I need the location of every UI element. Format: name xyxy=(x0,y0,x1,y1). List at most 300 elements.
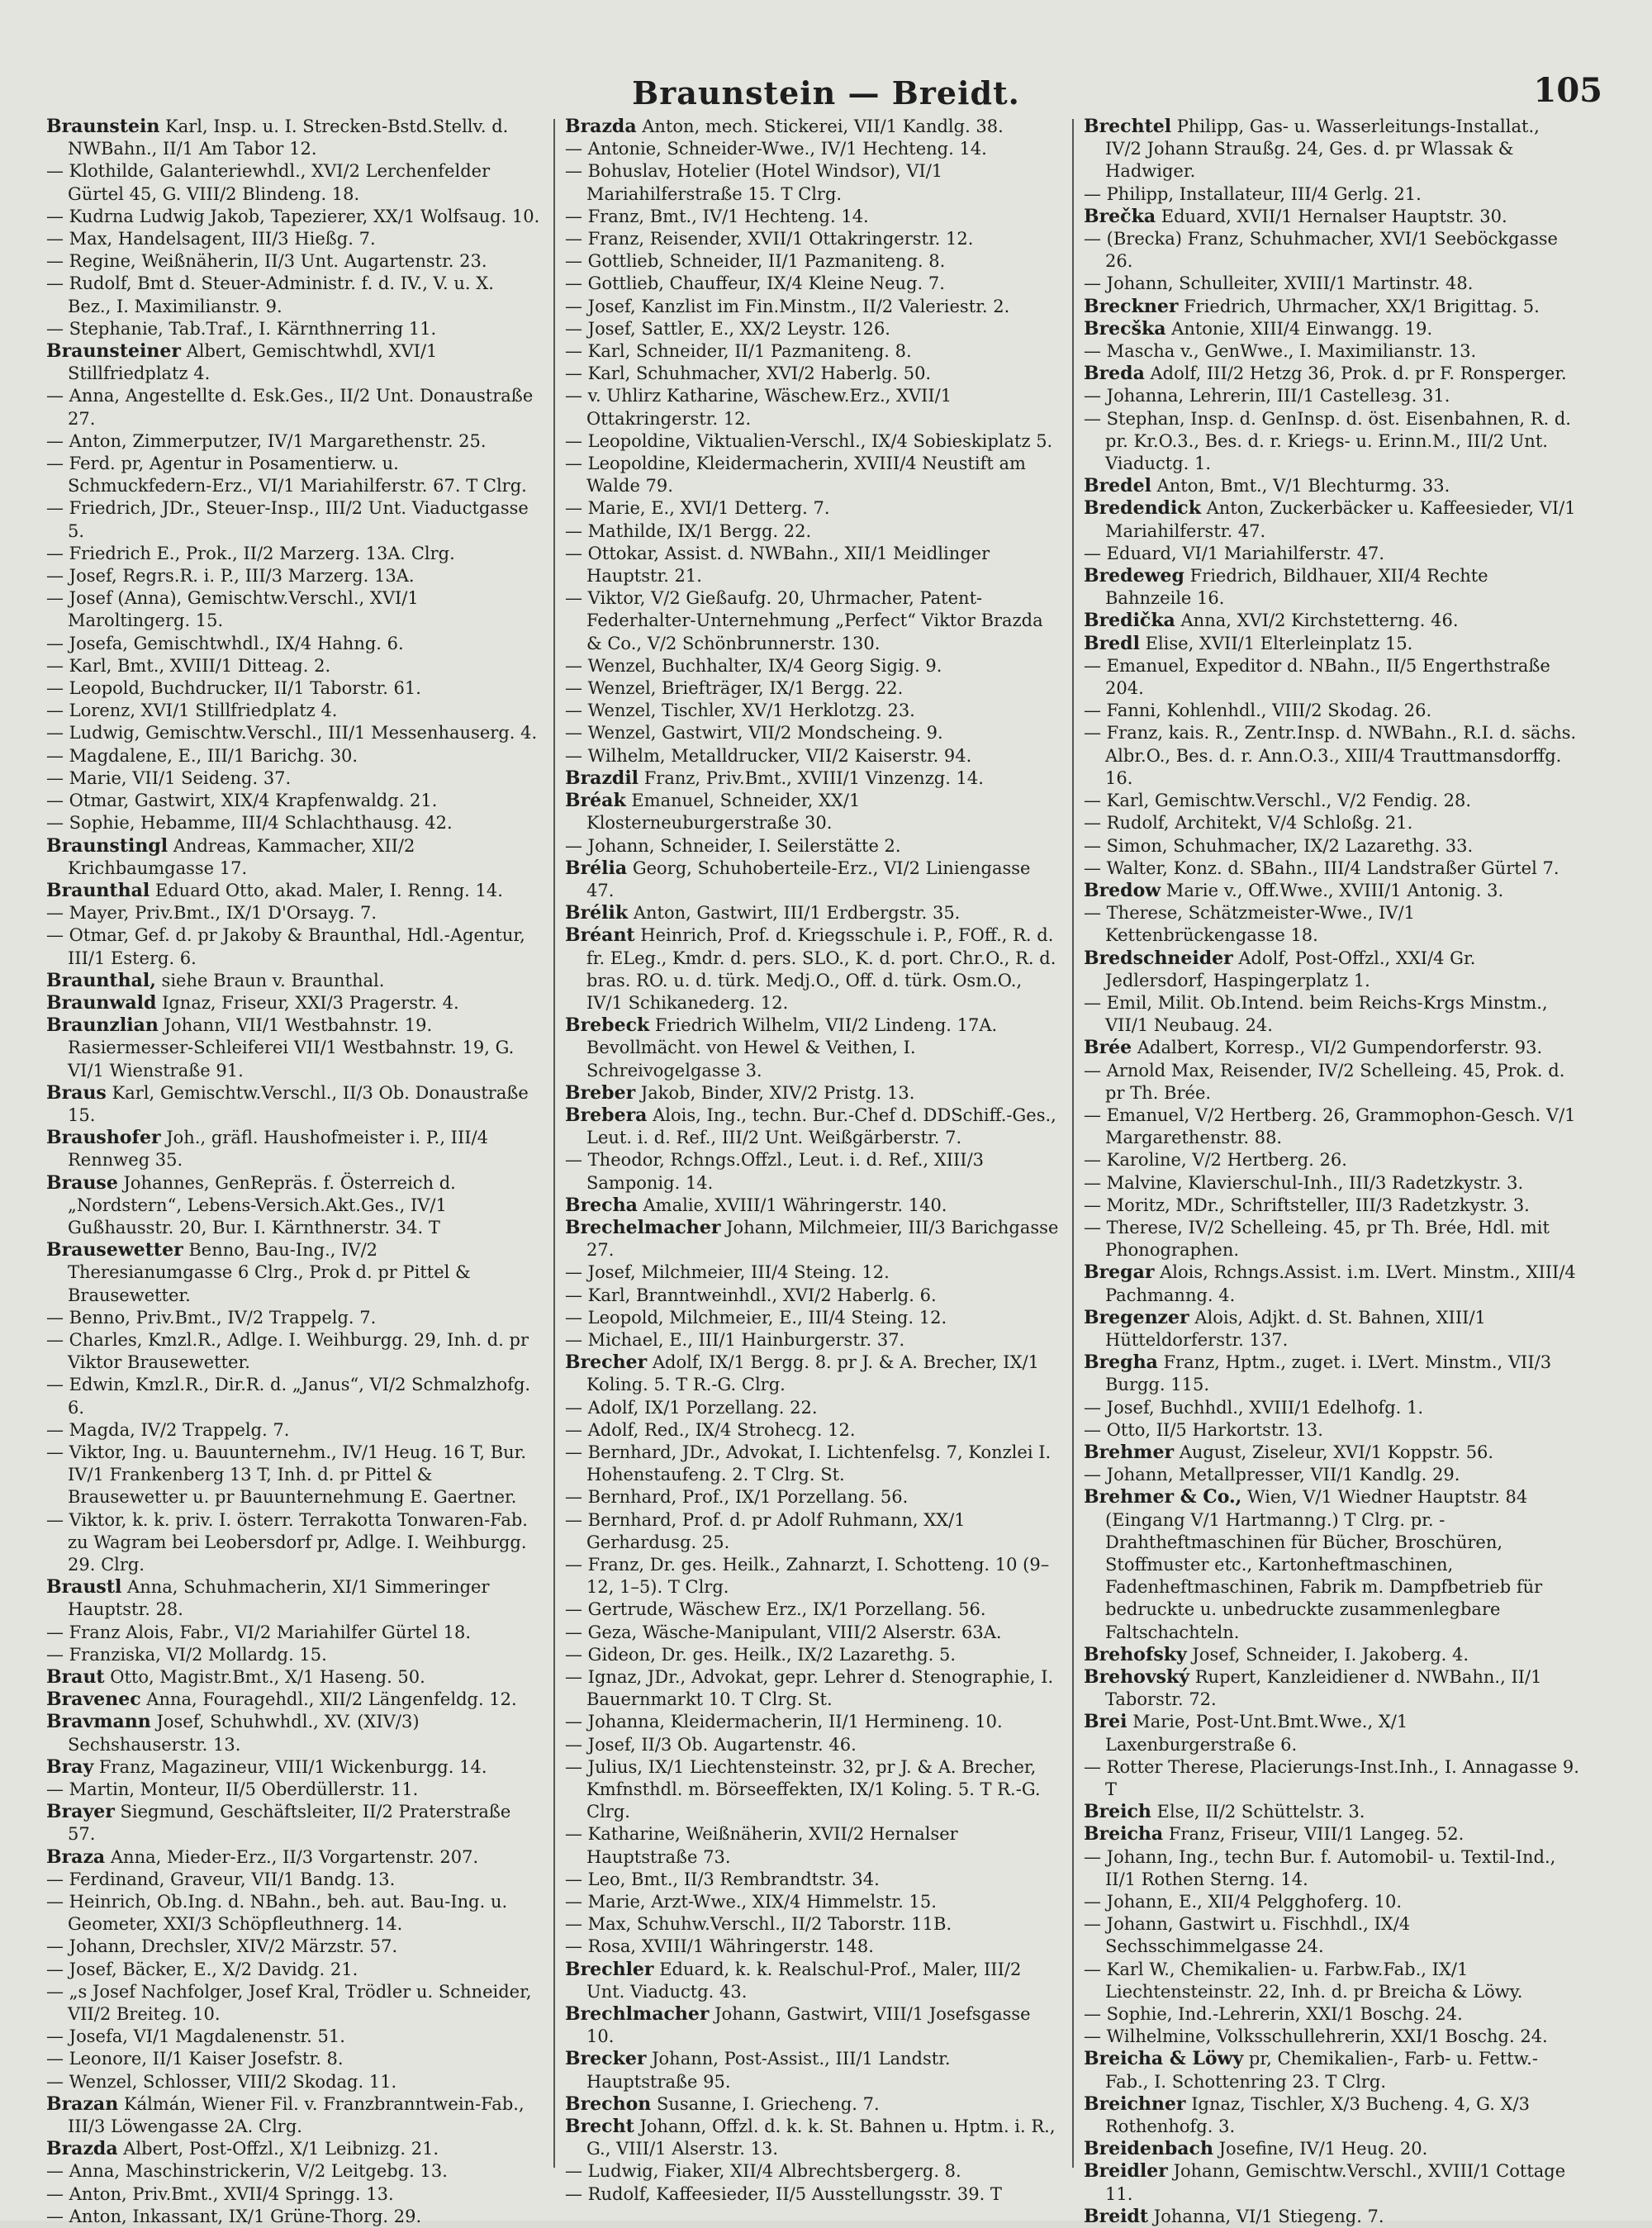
entry-details: Adolf, Post-Offzl., XXI/4 Gr. Jedlersdorf, Haspingerplatz 1. xyxy=(1105,948,1476,990)
directory-entry xyxy=(565,835,1061,857)
directory-entry xyxy=(46,385,542,430)
entry-surname: Braunstingl xyxy=(46,834,169,857)
entry-details: siehe Braun v. Braunthal. xyxy=(161,970,385,990)
directory-entry xyxy=(565,318,1061,340)
directory-entry xyxy=(1084,1397,1579,1419)
entry-details: — Walter, Konz. d. SBahn., III/4 Landstraßer Gürtel 7. xyxy=(1084,857,1559,878)
directory-entry xyxy=(46,790,542,812)
directory-entry xyxy=(1084,565,1579,610)
directory-entry xyxy=(1084,1666,1579,1711)
directory-entry xyxy=(1084,318,1579,340)
entry-details: — Johann, E., XII/4 Pelgghoferg. 10. xyxy=(1084,1892,1403,1912)
directory-entry xyxy=(46,722,542,744)
directory-entry xyxy=(46,1082,542,1127)
directory-entry xyxy=(565,722,1061,744)
directory-entry xyxy=(565,1869,1061,1891)
directory-entry xyxy=(565,767,1061,790)
directory-entry xyxy=(1084,2003,1579,2026)
directory-entry xyxy=(565,1644,1061,1666)
directory-entry xyxy=(46,2206,542,2228)
directory-entry xyxy=(1084,296,1579,318)
entry-surname: Brečka xyxy=(1084,205,1156,227)
directory-entry xyxy=(565,1307,1061,1329)
directory-entry xyxy=(565,2160,1061,2183)
directory-entry xyxy=(46,228,542,250)
directory-entry xyxy=(1084,2048,1579,2093)
entry-surname: Brazan xyxy=(46,2093,119,2115)
directory-entry xyxy=(565,2183,1061,2206)
entry-details: — Malvine, Klavierschul-Inh., III/3 Radetzkystr. 3. xyxy=(1084,1172,1524,1193)
directory-entry xyxy=(1084,1823,1579,1846)
entry-details: — Edwin, Kmzl.R., Dir.R. d. „Janus“, VI/2 Schmalzhofg. 6. xyxy=(46,1375,531,1418)
directory-entry xyxy=(1084,880,1579,902)
entry-details: — Johann, Metallpresser, VII/1 Kandlg. 29. xyxy=(1084,1465,1460,1485)
entry-details: — Rudolf, Bmt d. Steuer-Administr. f. d. IV., V. u. X. Bez., I. Maximilianstr. 9. xyxy=(46,273,494,316)
directory-entry xyxy=(46,655,542,677)
entry-details: — Viktor, Ing. u. Bauunternehm., IV/1 Heug. 16 T, Bur. IV/1 Frankenberg 13 T, Inh. d. pr Pittel & Brausewetter u. pr Bauunternehmung E. Gaertner. xyxy=(46,1442,527,1508)
entry-details: — Regine, Weißnäherin, II/3 Unt. Augartenstr. 23. xyxy=(46,251,487,272)
entry-details: — Marie, Arzt-Wwe., XIX/4 Himmelstr. 15. xyxy=(565,1892,937,1912)
entry-details: Ignaz, Friseur, XXI/3 Pragerstr. 4. xyxy=(162,992,459,1013)
entry-surname: Bredendick xyxy=(1084,497,1201,520)
directory-entry xyxy=(565,160,1061,205)
directory-entry xyxy=(1084,1442,1579,1464)
directory-entry xyxy=(565,655,1061,677)
directory-entry xyxy=(565,363,1061,385)
entry-details: — Eduard, VI/1 Mariahilferstr. 47. xyxy=(1084,543,1385,563)
entry-surname: Brazdil xyxy=(565,767,639,789)
directory-entry xyxy=(1084,1149,1579,1171)
entry-details: Josef, Schuhwhdl., XV. (XIV/3) Sechshauserstr. 13. xyxy=(68,1712,420,1755)
entry-details: Johann, Post-Assist., III/1 Landstr. Hauptstraße 95. xyxy=(586,2049,951,2092)
entry-details: — Anton, Priv.Bmt., XVII/4 Springg. 13. xyxy=(46,2183,394,2204)
entry-details: — Emil, Milit. Ob.Intend. beim Reichs-Krgs Minstm., VII/1 Neubaug. 24. xyxy=(1084,992,1548,1036)
directory-entry xyxy=(46,1442,542,1509)
directory-entry xyxy=(565,1509,1061,1554)
entry-details: Franz, Hptm., zuget. i. LVert. Minstm., VII/3 Burgg. 115. xyxy=(1105,1352,1552,1395)
entry-details: — Magdalene, E., III/1 Barichg. 30. xyxy=(46,745,358,766)
directory-entry xyxy=(46,2160,542,2183)
entry-details: — Friedrich, JDr., Steuer-Insp., III/2 Unt. Viaductgasse 5. xyxy=(46,498,529,541)
directory-entry xyxy=(1084,1172,1579,1195)
directory-entry xyxy=(565,1014,1061,1082)
entry-details: — Gertrude, Wäschew Erz., IX/1 Porzellang. 56. xyxy=(565,1599,986,1620)
entry-details: Albert, Post-Offzl., X/1 Leibnizg. 21. xyxy=(123,2139,439,2159)
directory-entry xyxy=(565,228,1061,250)
directory-entry xyxy=(565,497,1061,520)
directory-entry xyxy=(565,138,1061,160)
directory-entry xyxy=(565,1959,1061,2003)
directory-entry xyxy=(565,1329,1061,1352)
entry-surname: Brause xyxy=(46,1171,118,1194)
entry-details: — Johann, Drechsler, XIV/2 Märzstr. 57. xyxy=(46,1936,398,1957)
entry-details: — (Brecka) Franz, Schuhmacher, XVI/1 Seeböckgasse 26. xyxy=(1084,229,1558,272)
directory-entry xyxy=(46,2071,542,2093)
entry-surname: Brehmer xyxy=(1084,1441,1175,1463)
entry-details: Marie, Post-Unt.Bmt.Wwe., X/1 Laxenburgerstraße 6. xyxy=(1105,1712,1408,1755)
entry-details: Anna, Schuhmacherin, XI/1 Simmeringer Hauptstr. 28. xyxy=(68,1577,490,1620)
entry-details: — Ludwig, Fiaker, XII/4 Albrechtsbergerg. 8. xyxy=(565,2161,961,2182)
entry-details: Anna, Mieder-Erz., II/3 Vorgartenstr. 207. xyxy=(110,1846,479,1867)
entry-details: Jakob, Binder, XIV/2 Pristg. 13. xyxy=(640,1082,915,1103)
entry-details: pr, Chemikalien-, Farb- u. Fettw.-Fab., I. Schottenring 23. T Clrg. xyxy=(1105,2049,1538,2092)
entry-surname: Brebera xyxy=(565,1104,648,1126)
entry-details: — Stephan, Insp. d. GenInsp. d. öst. Eisenbahnen, R. d. pr. Kr.O.3., Bes. d. r. Kriegs- u. Erinn.M., III/2 Unt. Viaductg. 1. xyxy=(1084,408,1571,474)
entry-details: Johannes, GenRepräs. f. Österreich d. „Nordstern“, Lebens-Versich.Akt.Ges., IV/1 Gußhausstr. 20, Bur. I. Kärnthnerstr. 34. T xyxy=(68,1172,456,1238)
directory-entry xyxy=(565,1711,1061,1733)
entry-surname: Brecker xyxy=(565,2048,647,2070)
entry-details: — Karl, Schneider, II/1 Pazmaniteng. 8. xyxy=(565,341,912,362)
entry-surname: Brecher xyxy=(565,1352,648,1374)
entry-details: Josef, Schneider, I. Jakoberg. 4. xyxy=(1192,1644,1469,1665)
directory-entry xyxy=(565,1756,1061,1824)
directory-entry xyxy=(565,296,1061,318)
column-2 xyxy=(565,116,1061,2204)
directory-entry xyxy=(1084,992,1579,1037)
entry-surname: Braunwald xyxy=(46,991,157,1014)
entry-details: — Franz, Reisender, XVII/1 Ottakringerstr. 12. xyxy=(565,229,974,249)
entry-details: Susanne, I. Griecheng. 7. xyxy=(656,2093,880,2114)
page-number: 105 xyxy=(1533,71,1602,110)
entry-details: — Karoline, V/2 Hertberg. 26. xyxy=(1084,1150,1347,1171)
directory-entry xyxy=(565,543,1061,587)
directory-entry xyxy=(565,587,1061,655)
entry-details: — Mayer, Priv.Bmt., IX/1 D'Orsayg. 7. xyxy=(46,903,377,924)
entry-details: — Karl, Schuhmacher, XVI/2 Haberlg. 50. xyxy=(565,363,932,384)
entry-details: Georg, Schuhoberteile-Erz., VI/2 Liniengasse 47. xyxy=(586,857,1031,900)
directory-entry xyxy=(1084,1060,1579,1104)
entry-surname: Brechelmacher xyxy=(565,1216,721,1238)
entry-surname: Brélik xyxy=(565,902,629,924)
directory-entry xyxy=(46,835,542,880)
entry-details: — Arnold Max, Reisender, IV/2 Schelleing. 45, Prok. d. pr Th. Brée. xyxy=(1084,1060,1565,1103)
entry-surname: Breich xyxy=(1084,1801,1151,1823)
entry-surname: Breidler xyxy=(1084,2160,1168,2183)
directory-entry xyxy=(46,812,542,834)
entry-details: — Franz, Bmt., IV/1 Hechteng. 14. xyxy=(565,206,869,226)
directory-entry xyxy=(1084,812,1579,834)
entry-details: August, Ziseleur, XVI/1 Koppstr. 56. xyxy=(1179,1442,1494,1462)
directory-entry xyxy=(1084,722,1579,790)
entry-details: — Karl W., Chemikalien- u. Farbw.Fab., IX/1 Liechtensteinstr. 22, Inh. d. pr Breicha & Löwy. xyxy=(1084,1959,1523,2002)
directory-entry xyxy=(46,1622,542,1644)
directory-entry xyxy=(1084,1959,1579,2003)
entry-details: — Charles, Kmzl.R., Adlge. I. Weihburgg. 29, Inh. d. pr Viktor Brausewetter. xyxy=(46,1329,529,1373)
entry-details: Adalbert, Korresp., VI/2 Gumpendorferstr. 93. xyxy=(1137,1038,1543,1058)
entry-details: — Magda, IV/2 Trappelg. 7. xyxy=(46,1419,290,1440)
directory-entry xyxy=(46,1891,542,1936)
entry-details: Wien, V/1 Wiedner Hauptstr. 84 (Eingang V/1 Hartmanng.) T Clrg. pr. -Drahtheftmaschinen für Bücher, Broschüren, Stoffmuster etc., Kartonheftmaschinen, Fadenheftmaschinen, Fabrik m. Dampfbetrieb für bedruckte u. unbedruckte zusammenlegbare Faltschachteln. xyxy=(1105,1487,1543,1642)
directory-entry xyxy=(565,924,1061,1014)
entry-details: — Wenzel, Buchhalter, IX/4 Georg Sigig. 9. xyxy=(565,655,942,676)
entry-surname: Braus xyxy=(46,1081,107,1104)
directory-entry xyxy=(565,790,1061,834)
entry-details: — Leonore, II/1 Kaiser Josefstr. 8. xyxy=(46,2049,344,2069)
directory-entry xyxy=(1084,2206,1579,2228)
entry-details: — Leopold, Milchmeier, E., III/4 Steing. 12. xyxy=(565,1307,947,1328)
entry-details: — Anna, Maschinstrickerin, V/2 Leitgebg. 13. xyxy=(46,2161,448,2182)
entry-details: — Bernhard, JDr., Advokat, I. Lichtenfelsg. 7, Konzlei I. Hohenstaufeng. 2. T Clrg. St. xyxy=(565,1442,1051,1485)
directory-entry xyxy=(565,206,1061,228)
directory-entry xyxy=(565,1442,1061,1486)
entry-details: — Ottokar, Assist. d. NWBahn., XII/1 Meidlinger Hauptstr. 21. xyxy=(565,543,990,587)
entry-details: — Max, Schuhw.Verschl., II/2 Taborstr. 11B. xyxy=(565,1914,952,1935)
entry-details: Adolf, III/2 Hetzg 36, Prok. d. pr F. Ronsperger. xyxy=(1150,363,1567,384)
entry-surname: Bredow xyxy=(1084,879,1161,901)
entry-details: — Johann, Schneider, I. Seilerstätte 2. xyxy=(565,835,901,856)
directory-entry xyxy=(46,1666,542,1689)
directory-entry xyxy=(1084,633,1579,655)
directory-entry xyxy=(1084,475,1579,497)
directory-entry xyxy=(1084,2093,1579,2138)
entry-details: — Viktor, V/2 Gießaufg. 20, Uhrmacher, Patent-Federhalter-Unternehmung „Perfect“ Viktor Brazda & Co., V/2 Schönbrunnerstr. 130. xyxy=(565,588,1043,653)
directory-entry xyxy=(565,1891,1061,1913)
entry-surname: Bregha xyxy=(1084,1352,1158,1374)
directory-entry xyxy=(1084,228,1579,273)
entry-details: — Leo, Bmt., II/3 Rembrandtstr. 34. xyxy=(565,1869,880,1889)
entry-surname: Brechon xyxy=(565,2093,652,2115)
entry-details: — Josef, Milchmeier, III/4 Steing. 12. xyxy=(565,1262,890,1283)
entry-surname: Bredschneider xyxy=(1084,947,1233,969)
entry-details: — Wilhelm, Metalldrucker, VII/2 Kaiserstr. 94. xyxy=(565,745,972,766)
entry-details: — Karl, Bmt., XVIII/1 Ditteag. 2. xyxy=(46,655,331,676)
entry-details: — Rudolf, Kaffeesieder, II/5 Ausstellungsstr. 39. T xyxy=(565,2183,1002,2204)
directory-entry xyxy=(1084,1307,1579,1352)
entry-details: Emanuel, Schneider, XX/1 Klosterneuburgerstraße 30. xyxy=(586,791,861,834)
entry-details: — Benno, Priv.Bmt., IV/2 Trappelg. 7. xyxy=(46,1307,377,1328)
directory-entry xyxy=(565,340,1061,363)
directory-entry xyxy=(46,924,542,969)
directory-entry xyxy=(46,587,542,632)
entry-surname: Bredeweg xyxy=(1084,565,1184,587)
entry-surname: Bredel xyxy=(1084,475,1151,497)
directory-entry xyxy=(46,1801,542,1846)
entry-surname: Brayer xyxy=(46,1801,115,1823)
directory-entry xyxy=(565,745,1061,767)
entry-surname: Brehofsky xyxy=(1084,1643,1187,1665)
entry-details: — Wenzel, Schlosser, VIII/2 Skodag. 11. xyxy=(46,2071,397,2092)
directory-entry xyxy=(46,1756,542,1779)
entry-details: Franz, Magazineur, VIII/1 Wickenburgg. 14. xyxy=(98,1756,487,1777)
directory-columns xyxy=(46,116,1616,2227)
directory-entry xyxy=(46,992,542,1014)
entry-details: Anton, Gastwirt, III/1 Erdbergstr. 35. xyxy=(633,903,961,924)
directory-entry xyxy=(46,318,542,340)
entry-details: Anton, mech. Stickerei, VII/1 Kandlg. 38. xyxy=(642,116,1004,136)
directory-entry xyxy=(46,1172,542,1240)
entry-details: — Ferd. pr, Agentur in Posamentierw. u. Schmuckfedern-Erz., VI/1 Mariahilferstr. 67. T Clrg. xyxy=(46,454,527,496)
directory-entry xyxy=(46,1374,542,1418)
directory-entry xyxy=(1084,2160,1579,2205)
entry-details: — Wilhelmine, Volksschullehrerin, XXI/1 Boschg. 24. xyxy=(1084,2026,1548,2047)
directory-entry xyxy=(1084,1891,1579,1913)
entry-surname: Breidenbach xyxy=(1084,2138,1213,2160)
entry-details: — Ignaz, JDr., Advokat, gepr. Lehrer d. Stenographie, I. Bauernmarkt 10. T Clrg. St. xyxy=(565,1667,1054,1710)
directory-entry xyxy=(46,1509,542,1577)
directory-entry xyxy=(1084,183,1579,206)
entry-details: Else, II/2 Schüttelstr. 3. xyxy=(1156,1802,1365,1822)
entry-details: Johann, Offzl. d. k. k. St. Bahnen u. Hptm. i. R., G., VIII/1 Alserstr. 13. xyxy=(586,2116,1056,2159)
entry-details: Eduard, k. k. Realschul-Prof., Maler, III/2 Unt. Viaductg. 43. xyxy=(586,1959,1022,2002)
entry-surname: Braunzlian xyxy=(46,1014,159,1037)
entry-details: — Martin, Monteur, II/5 Oberdüllerstr. 11. xyxy=(46,1779,419,1800)
entry-details: — Adolf, Red., IX/4 Strohecg. 12. xyxy=(565,1419,856,1440)
entry-details: — Karl, Gemischtw.Verschl., V/2 Fendig. 28. xyxy=(1084,791,1471,811)
entry-surname: Brazda xyxy=(46,2138,118,2160)
entry-details: Alois, Adjkt. d. St. Bahnen, XIII/1 Hütteldorferstr. 137. xyxy=(1105,1307,1486,1350)
entry-surname: Braustl xyxy=(46,1576,122,1599)
directory-entry xyxy=(565,1913,1061,1936)
directory-entry xyxy=(46,206,542,228)
entry-details: Siegmund, Geschäftsleiter, II/2 Praterstraße 57. xyxy=(68,1802,511,1845)
entry-details: Alois, Ing., techn. Bur.-Chef d. DDSchiff.-Ges., Leut. i. d. Ref., III/2 Unt. Weißgärberstr. 7. xyxy=(586,1104,1056,1148)
entry-details: — Ludwig, Gemischtw.Verschl., III/1 Messenhauserg. 4. xyxy=(46,723,538,743)
directory-entry xyxy=(46,970,542,992)
entry-details: — Wenzel, Gastwirt, VII/2 Mondscheing. 9. xyxy=(565,723,943,743)
entry-details: — Johann, Gastwirt u. Fischhdl., IX/4 Sechsschimmelgasse 24. xyxy=(1084,1914,1411,1957)
entry-surname: Brechtel xyxy=(1084,116,1172,137)
entry-details: — Josef, Sattler, E., XX/2 Leystr. 126. xyxy=(565,318,890,339)
entry-surname: Brebeck xyxy=(565,1014,650,1037)
directory-entry xyxy=(565,2048,1061,2093)
entry-details: Eduard Otto, akad. Maler, I. Renng. 14. xyxy=(154,880,503,900)
directory-entry xyxy=(46,2183,542,2206)
directory-entry xyxy=(1084,385,1579,407)
directory-entry xyxy=(46,677,542,700)
entry-details: — Johann, Schulleiter, XVIII/1 Martinstr. 48. xyxy=(1084,273,1474,294)
directory-entry xyxy=(565,1666,1061,1711)
entry-details: — Josef, Bäcker, E., X/2 Davidg. 21. xyxy=(46,1959,358,1979)
entry-details: Karl, Insp. u. I. Strecken-Bstd.Stellv. d. NWBahn., II/1 Am Tabor 12. xyxy=(68,116,509,159)
directory-entry xyxy=(565,1104,1061,1149)
directory-entry xyxy=(565,700,1061,722)
entry-details: — Gottlieb, Chauffeur, IX/4 Kleine Neug. 7. xyxy=(565,273,945,294)
directory-entry xyxy=(1084,543,1579,565)
directory-entry xyxy=(1084,408,1579,476)
entry-details: Otto, Magistr.Bmt., X/1 Haseng. 50. xyxy=(110,1667,425,1688)
entry-details: — Bernhard, Prof., IX/1 Porzellang. 56. xyxy=(565,1487,909,1508)
entry-details: Franz, Priv.Bmt., XVIII/1 Vinzenzg. 14. xyxy=(643,767,984,788)
entry-details: — Johann, Ing., techn Bur. f. Automobil- u. Textil-Ind., II/1 Rothen Sterng. 14. xyxy=(1084,1846,1556,1889)
entry-details: — Philipp, Installateur, III/4 Gerlg. 21. xyxy=(1084,183,1422,204)
directory-entry xyxy=(1084,206,1579,228)
directory-entry xyxy=(46,1644,542,1666)
directory-entry xyxy=(1084,948,1579,992)
entry-surname: Brecht xyxy=(565,2116,634,2138)
directory-entry xyxy=(565,1554,1061,1599)
entry-details: — Gideon, Dr. ges. Heilk., IX/2 Lazarethg. 5. xyxy=(565,1644,957,1665)
directory-entry xyxy=(46,1779,542,1801)
entry-details: Kálmán, Wiener Fil. v. Franzbranntwein-Fab., III/3 Löwengasse 2A. Clrg. xyxy=(68,2093,525,2137)
entry-surname: Bréak xyxy=(565,790,626,812)
entry-details: Anton, Bmt., V/1 Blechturmg. 33. xyxy=(1156,476,1450,496)
entry-details: — Karl, Branntweinhdl., XVI/2 Haberlg. 6. xyxy=(565,1285,937,1305)
entry-details: Elise, XVII/1 Elterleinplatz 15. xyxy=(1145,633,1413,653)
entry-details: — v. Uhlirz Katharine, Wäschew.Erz., XVII/1 Ottakringerstr. 12. xyxy=(565,386,952,429)
entry-details: — Adolf, IX/1 Porzellang. 22. xyxy=(565,1397,818,1418)
entry-details: — Rotter Therese, Placierungs-Inst.Inh., I. Annagasse 9. T xyxy=(1084,1756,1579,1800)
entry-details: Andreas, Kammacher, XII/2 Krichbaumgasse 17. xyxy=(68,835,415,878)
entry-details: Johann, Milchmeier, III/3 Barichgasse 27. xyxy=(586,1217,1059,1261)
directory-entry xyxy=(46,880,542,902)
directory-entry xyxy=(1084,2026,1579,2048)
directory-entry xyxy=(565,1936,1061,1958)
entry-surname: Braunthal xyxy=(46,879,150,901)
entry-details: — Max, Handelsagent, III/3 Hießg. 7. xyxy=(46,229,376,249)
entry-details: — Josef, Kanzlist im Fin.Minstm., II/2 Valeriestr. 2. xyxy=(565,296,1010,316)
entry-details: — Lorenz, XVI/1 Stillfriedplatz 4. xyxy=(46,701,338,721)
running-title: Braunstein — Breidt. xyxy=(632,74,1020,112)
entry-details: — Fanni, Kohlenhdl., VIII/2 Skodag. 26. xyxy=(1084,701,1432,721)
entry-details: — Sophie, Hebamme, III/4 Schlachthausg. 42. xyxy=(46,813,453,834)
entry-details: — Wenzel, Briefträger, IX/1 Bergg. 22. xyxy=(565,678,904,699)
directory-entry xyxy=(565,2093,1061,2116)
entry-surname: Breidt xyxy=(1084,2205,1149,2227)
entry-details: Johanna, VI/1 Stiegeng. 7. xyxy=(1153,2206,1384,2226)
entry-surname: Brei xyxy=(1084,1711,1127,1733)
directory-entry xyxy=(565,857,1061,902)
directory-entry xyxy=(565,2116,1061,2160)
entry-details: — Franziska, VI/2 Mollardg. 15. xyxy=(46,1644,327,1665)
directory-entry xyxy=(46,453,542,497)
entry-details: Franz, Friseur, VIII/1 Langeg. 52. xyxy=(1168,1824,1464,1845)
entry-details: — Otto, II/5 Harkortstr. 13. xyxy=(1084,1419,1323,1440)
entry-details: — Theodor, Rchngs.Offzl., Leut. i. d. Ref., XIII/3 Samponig. 14. xyxy=(565,1150,985,1193)
directory-entry xyxy=(1084,363,1579,385)
entry-details: Marie v., Off.Wwe., XVIII/1 Antonig. 3. xyxy=(1165,880,1504,900)
entry-details: — Moritz, MDr., Schriftsteller, III/3 Radetzkystr. 3. xyxy=(1084,1195,1530,1215)
directory-entry xyxy=(565,1622,1061,1644)
directory-entry xyxy=(46,1846,542,1869)
entry-details: — Rudolf, Architekt, V/4 Schloßg. 21. xyxy=(1084,813,1413,834)
entry-details: — Michael, E., III/1 Hainburgerstr. 37. xyxy=(565,1329,905,1350)
directory-entry xyxy=(1084,902,1579,947)
entry-details: Heinrich, Prof. d. Kriegsschule i. P., FOff., R. d. fr. ELeg., Kmdr. d. pers. SLO., K. d. port. Chr.O., R. d. bras. RO. u. d. türk. Medj.O., Off. d. türk. Osm.O., IV/1 Schikanederg. 12. xyxy=(586,925,1056,1013)
directory-entry xyxy=(46,2026,542,2048)
entry-details: — Therese, IV/2 Schelleing. 45, pr Th. Brée, Hdl. mit Phonographen. xyxy=(1084,1217,1550,1261)
column-divider xyxy=(553,119,555,2168)
entry-details: — Marie, E., XVI/1 Detterg. 7. xyxy=(565,498,830,519)
column-1 xyxy=(46,116,542,2226)
directory-entry xyxy=(1084,790,1579,812)
entry-details: Friedrich, Uhrmacher, XX/1 Brigittag. 5. xyxy=(1184,296,1540,316)
entry-surname: Braunsteiner xyxy=(46,340,181,363)
entry-details: — Josef, Buchhdl., XVIII/1 Edelhofg. 1. xyxy=(1084,1397,1424,1418)
entry-details: — Sophie, Ind.-Lehrerin, XXI/1 Boschg. 24. xyxy=(1084,2004,1463,2025)
entry-details: Friedrich Wilhelm, VII/2 Lindeng. 17A. Bevollmächt. von Hewel & Veithen, I. Schreivogelgasse 3. xyxy=(586,1015,998,1081)
entry-details: — Franz, kais. R., Zentr.Insp. d. NWBahn., R.I. d. sächs. Albr.O., Bes. d. r. Ann.O.3., XIII/4 Trauttmansdorffg. 16. xyxy=(1084,723,1577,788)
entry-details: — Anton, Zimmerputzer, IV/1 Margarethenstr. 25. xyxy=(46,430,487,451)
entry-details: — Heinrich, Ob.Ing. d. NBahn., beh. aut. Bau-Ing. u. Geometer, XXI/3 Schöpfleuthnerg. 14. xyxy=(46,1892,508,1935)
entry-surname: Breda xyxy=(1084,363,1145,385)
directory-entry xyxy=(565,1195,1061,1217)
entry-details: Adolf, IX/1 Bergg. 8. pr J. & A. Brecher, IX/1 Koling. 5. T R.-G. Clrg. xyxy=(586,1352,1039,1395)
directory-entry xyxy=(46,1419,542,1442)
entry-details: — Josef, II/3 Ob. Augartenstr. 46. xyxy=(565,1734,857,1755)
directory-entry xyxy=(46,767,542,790)
entry-details: Anna, Fouragehdl., XII/2 Längenfeldg. 12. xyxy=(146,1689,517,1710)
entry-details: — Bohuslav, Hotelier (Hotel Windsor), VI/1 Mariahilferstraße 15. T Clrg. xyxy=(565,161,943,204)
directory-entry xyxy=(46,902,542,924)
entry-details: — Franz Alois, Fabr., VI/2 Mariahilfer Gürtel 18. xyxy=(46,1622,472,1642)
entry-surname: Bregenzer xyxy=(1084,1306,1189,1328)
directory-entry xyxy=(565,453,1061,497)
entry-details: — Marie, VII/1 Seideng. 37. xyxy=(46,767,292,788)
directory-entry xyxy=(1084,1352,1579,1396)
entry-details: — Wenzel, Tischler, XV/1 Herklotzg. 23. xyxy=(565,701,915,721)
entry-details: — Emanuel, Expeditor d. NBahn., II/5 Engerthstraße 204. xyxy=(1084,655,1550,699)
entry-surname: Bravenec xyxy=(46,1689,141,1711)
